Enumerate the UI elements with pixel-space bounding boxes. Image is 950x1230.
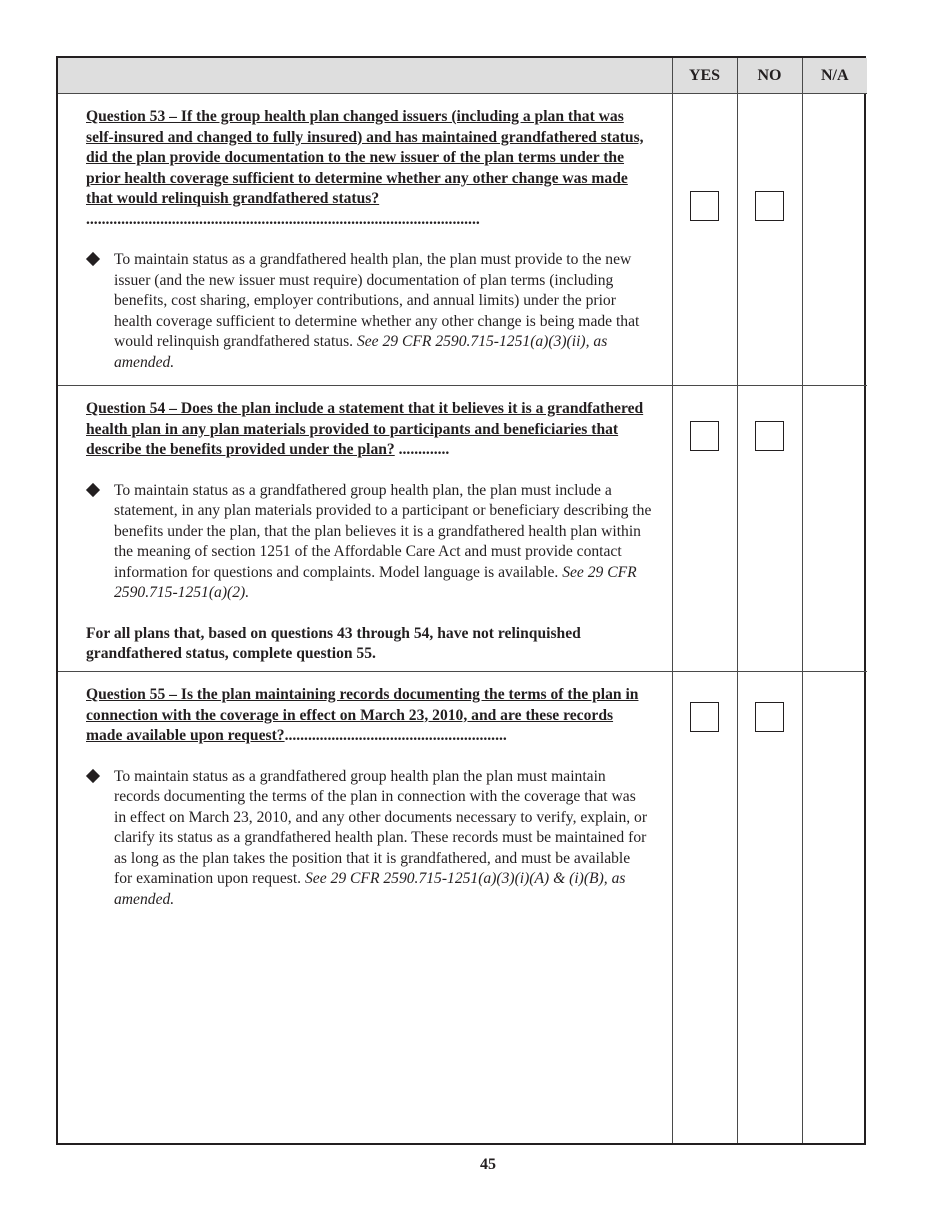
question-53-yes-checkbox[interactable] bbox=[690, 191, 719, 221]
question-55-title: Question 55 – Is the plan maintaining records documenting the terms of the plan in connection with the coverage in effect on March 23, 2010, and are these records made available upon request?......................................................... bbox=[86, 686, 639, 744]
question-54-row bbox=[58, 386, 867, 672]
header-na: N/A bbox=[802, 58, 867, 94]
question-53-title: Question 53 – If the group health plan changed issuers (including a plan that was self-insured and changed to fully insured) and has maintained grandfathered status, did the plan provide documentation to the new issuer of the plan terms under the prior health coverage sufficient to determine whether any other change was made that would relinquish grandfathered status? ..................................................................................................... bbox=[86, 108, 644, 228]
diamond-bullet-icon bbox=[86, 482, 100, 496]
question-54-cell bbox=[58, 386, 672, 672]
question-54-yes-checkbox[interactable] bbox=[690, 421, 719, 451]
question-55-guidance: To maintain status as a grandfathered group health plan the plan must maintain records documenting the terms of the plan in connection with the coverage that was in effect on March 23, 2010, and any other documents necessary to verify, explain, or clarify its status as a grandfathered health plan. These records must be maintained for as long as the plan takes the position that it is grandfathered, and must be available for examination upon request. See 29 CFR 2590.715-1251(a)(3)(i)(A) & (i)(B), as amended. bbox=[86, 767, 652, 911]
question-53-row bbox=[58, 94, 867, 386]
diamond-bullet-icon bbox=[86, 768, 100, 782]
question-53-na-cell bbox=[802, 94, 867, 386]
checklist-table bbox=[58, 58, 867, 1143]
question-54-na-cell bbox=[802, 386, 867, 672]
question-53-cell bbox=[58, 94, 672, 386]
question-53-no-cell bbox=[737, 94, 802, 386]
question-55-no-cell bbox=[737, 672, 802, 1144]
question-54-yes-cell bbox=[672, 386, 737, 672]
question-53-yes-cell bbox=[672, 94, 737, 386]
checklist-table-frame bbox=[56, 56, 866, 1145]
question-55-yes-checkbox[interactable] bbox=[690, 702, 719, 732]
page-number: 45 bbox=[480, 1156, 496, 1173]
question-55-cell bbox=[58, 672, 672, 1144]
question-54-no-checkbox[interactable] bbox=[755, 421, 784, 451]
header-row bbox=[58, 58, 867, 94]
question-54-note: For all plans that, based on questions 43 through 54, have not relinquished grandfathered status, complete question 55. bbox=[86, 624, 581, 662]
header-no: NO bbox=[737, 58, 802, 94]
question-55-na-cell bbox=[802, 672, 867, 1144]
question-55-no-checkbox[interactable] bbox=[755, 702, 784, 732]
question-53-guidance: To maintain status as a grandfathered health plan, the plan must provide to the new issuer (and the new issuer must require) documentation of plan terms (including benefits, cost sharing, employer contributions, and annual limits) under the prior health coverage sufficient to determine whether any other change is being made that would relinquish grandfathered status. See 29 CFR 2590.715-1251(a)(3)(ii), as amended. bbox=[86, 250, 652, 373]
question-54-no-cell bbox=[737, 386, 802, 672]
question-53-no-checkbox[interactable] bbox=[755, 191, 784, 221]
header-question bbox=[58, 58, 672, 94]
diamond-bullet-icon bbox=[86, 252, 100, 266]
question-54-title: Question 54 – Does the plan include a statement that it believes it is a grandfathered health plan in any plan materials provided to participants and beneficiaries that describe the benefits provided under the plan? ............. bbox=[86, 400, 644, 458]
question-55-row bbox=[58, 672, 867, 1144]
question-55-yes-cell bbox=[672, 672, 737, 1144]
header-yes: YES bbox=[672, 58, 737, 94]
question-54-guidance: To maintain status as a grandfathered group health plan, the plan must include a statement, in any plan materials provided to a participant or beneficiary describing the benefits under the plan, that the plan believes it is a grandfathered health plan within the meaning of section 1251 of the Affordable Care Act and must provide contact information for questions and complaints. Model language is available. See 29 CFR 2590.715-1251(a)(2). bbox=[86, 481, 652, 604]
